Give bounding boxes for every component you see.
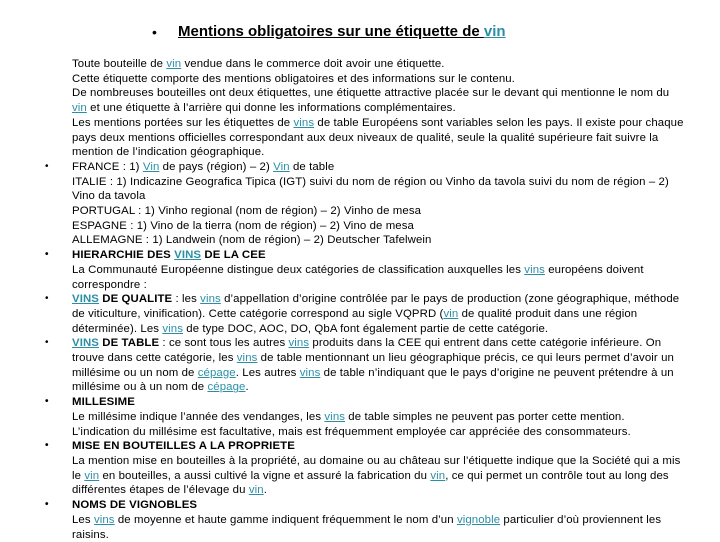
link-vin[interactable]: Vin <box>273 160 290 173</box>
text-vignobles: Les vins de moyenne et haute gamme indiquent fréquemment le nom d’un vignoble particulier d’où proviennent les raisins. <box>72 513 662 541</box>
heading-propriete: • MISE EN BOUTEILLES A LA PROPRIETE <box>72 439 684 454</box>
link-vin[interactable]: vin <box>72 102 87 115</box>
intro-line-2: Cette étiquette comporte des mentions obligatoires et des informations sur le contenu. <box>72 72 515 85</box>
link-vins[interactable]: vins <box>288 337 310 350</box>
intro-line-1: Toute bouteille de vin vendue dans le commerce doit avoir une étiquette. <box>72 58 445 70</box>
heading-hierarchie: • HIERARCHIE DES VINS DE LA CEE <box>72 248 684 263</box>
link-vins[interactable]: vins <box>236 352 258 365</box>
heading-vignobles: • NOMS DE VIGNOBLES <box>72 498 684 513</box>
link-vins[interactable]: vins <box>93 513 115 526</box>
link-vins[interactable]: vins <box>299 366 321 379</box>
page-title: Mentions obligatoires sur une étiquette de vin <box>178 23 506 40</box>
link-vin[interactable]: vin <box>248 484 264 497</box>
bullet-icon: • <box>152 24 157 40</box>
link-vin[interactable]: vin <box>84 469 100 482</box>
link-vin[interactable]: vin <box>443 307 459 320</box>
intro-line-3: De nombreuses bouteilles ont deux étiquettes, une étiquette attractive placée sur le devant qui mentionne le nom du vin et une étiquette à l’arrière qui donne les informations complémentaires. <box>72 87 670 115</box>
title-row <box>0 22 720 42</box>
link-vins[interactable]: vins <box>524 263 545 276</box>
link-vin[interactable]: Vin <box>142 160 160 173</box>
link-cepage[interactable]: cépage <box>207 381 246 394</box>
item-table: • VINS DE TABLE : ce sont tous les autres vins produits dans la CEE qui entrent dans cette catégorie inférieure. On trouve dans cette catégorie, les vins de table mentionnant un lieu géographique précis, ce qui leurs permet d’avoir un millésime ou un nom de cépage. Les autres vins de table n’indiquant que le pays d’origine ne peuvent prétendre à un millésime ou à un nom de cépage. <box>72 336 684 395</box>
text-millesime: Le millésime indique l’année des vendanges, les vins de table simples ne peuvent pas porter cette mention. L’indication du millésime est facultative, mais est fréquemment employée car appréciée des consommateurs. <box>72 410 631 438</box>
country-allemagne: ALLEMAGNE : 1) Landwein (nom de région) – 2) Deutscher Tafelwein <box>72 234 432 247</box>
country-italie: ITALIE : 1) Indicazine Geografica Tipica (IGT) suivi du nom de région ou Vinho da tavola suivi du nom de région – 2) Vino da tavola <box>72 175 669 203</box>
link-vins[interactable]: vins <box>324 410 346 423</box>
text-propriete: La mention mise en bouteilles à la propriété, au domaine ou au château sur l’étiquette indique que la Société qui a mis le vin en bouteilles, a aussi cultivé la vigne et assuré la fabrication du vin, ce qui permet un contrôle tout au long des différentes étapes de l’élevage du vin. <box>72 454 681 497</box>
intro-line-4: Les mentions portées sur les étiquettes de vins de table Européens sont variables selon les pays. Il existe pour chaque pays deux mentions officielles correspondant aux deux niveaux de qualité, seule la qualité supérieure fait suivre la mention de l’indication géographique. <box>72 116 684 159</box>
text-hierarchie: La Communauté Européenne distingue deux catégories de classification auxquelles les vins européens doivent correspondre : <box>72 263 644 291</box>
link-vins[interactable]: vins <box>162 322 183 335</box>
link-vin[interactable]: vin <box>166 58 182 70</box>
country-france: • FRANCE : 1) Vin de pays (région) – 2) Vin de table <box>72 160 684 175</box>
slide-body <box>72 57 684 542</box>
link-cepage[interactable]: cépage <box>197 366 236 379</box>
link-vins[interactable]: vins <box>200 293 221 306</box>
link-vignoble[interactable]: vignoble <box>456 513 501 526</box>
link-vins[interactable]: VINS <box>72 337 99 350</box>
link-vins[interactable]: VINS <box>174 249 202 262</box>
link-vins[interactable]: VINS <box>72 293 99 306</box>
link-vins[interactable]: vins <box>293 116 315 129</box>
heading-millesime: • MILLESIME <box>72 395 684 410</box>
link-vin[interactable]: vin <box>430 469 446 482</box>
country-portugal: PORTUGAL : 1) Vinho regional (nom de région) – 2) Vinho de mesa <box>72 205 422 218</box>
title-link-vin[interactable]: vin <box>483 23 506 40</box>
country-espagne: ESPAGNE : 1) Vino de la tierra (nom de région) – 2) Vino de mesa <box>72 219 414 232</box>
item-qualite: • VINS DE QUALITE : les vins d’appellation d’origine contrôlée par le pays de production (zone géographique, méthode de viticulture, vinification). Cette catégorie correspond au sigle VQPRD (vin de qualité produit dans une région déterminée). Les vins de type DOC, AOC, DO, QbA font également partie de cette catégorie. <box>72 292 684 336</box>
